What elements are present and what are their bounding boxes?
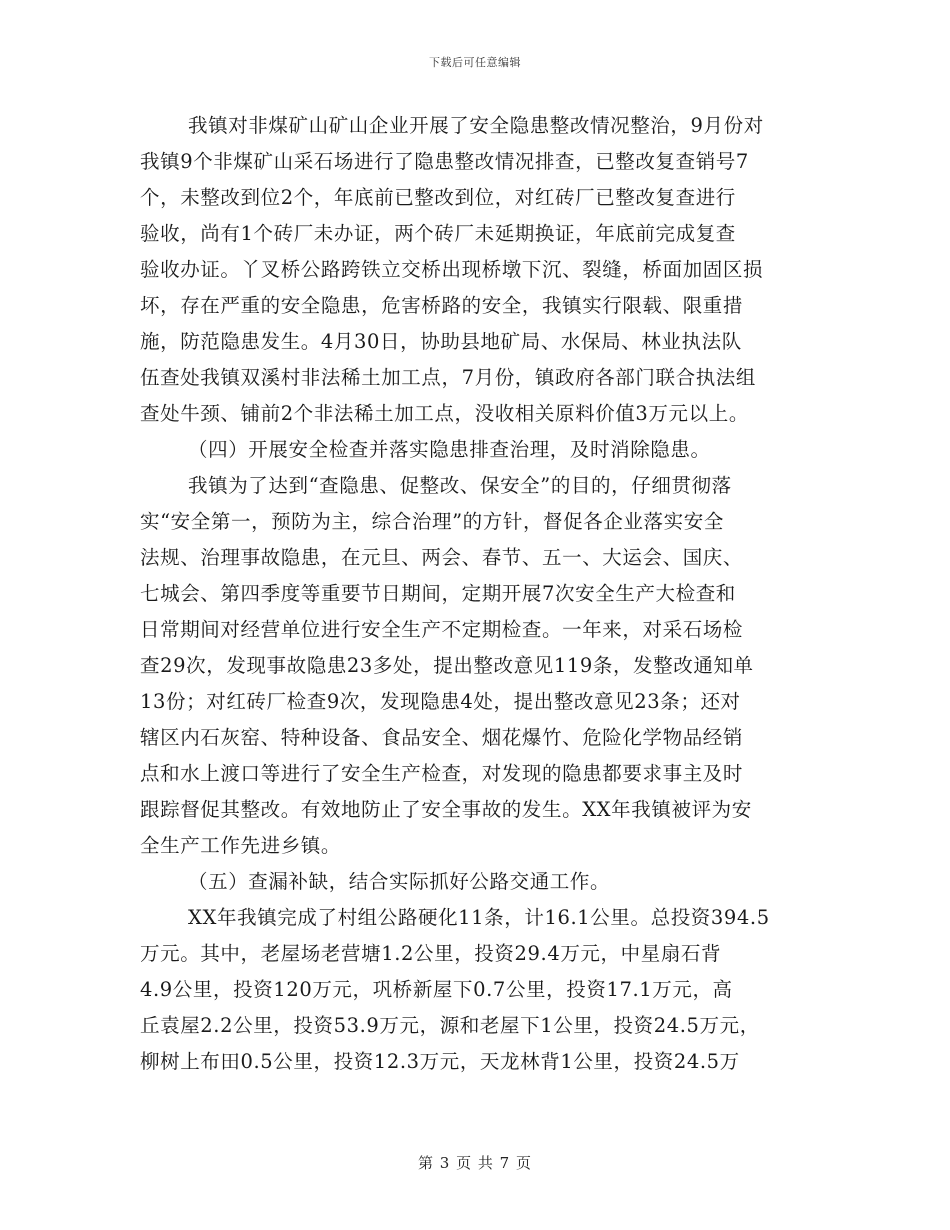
paragraph-line: 日常期间对经营单位进行安全生产不定期检查。一年来，对采石场检 (140, 618, 744, 641)
paragraph-line: 全生产工作先进乡镇。 (140, 834, 342, 857)
page-footer: 第 3 页 共 7 页 (418, 1154, 532, 1172)
paragraph-line: 查处牛颈、铺前2个非法稀土加工点，没收相关原料价值3万元以上。 (140, 402, 749, 425)
paragraph-line: 4.9公里，投资120万元，巩桥新屋下0.7公里，投资17.1万元，高 (140, 978, 733, 1001)
paragraph-line: 我镇对非煤矿山矿山企业开展了安全隐患整改情况整治，9月份对 (188, 114, 764, 137)
paragraph-line: 13份；对红砖厂检查9次，发现隐患4处，提出整改意见23条；还对 (140, 690, 741, 713)
section-heading: （五）查漏补缺，结合实际抓好公路交通工作。 (188, 870, 611, 893)
paragraph-line: 施，防范隐患发生。4月30日，协助县地矿局、水保局、林业执法队 (140, 330, 742, 353)
paragraph-line: 我镇9个非煤矿山采石场进行了隐患整改情况排查，已整改复查销号7 (140, 150, 749, 173)
paragraph-line: 伍查处我镇双溪村非法稀土加工点，7月份，镇政府各部门联合执法组 (140, 366, 757, 389)
paragraph-line: 查29次，发现事故隐患23多处，提出整改意见119条，发整改通知单 (140, 654, 754, 677)
section-heading: （四）开展安全检查并落实隐患排查治理，及时消除隐患。 (188, 438, 711, 461)
paragraph-line: 验收办证。丫叉桥公路跨铁立交桥出现桥墩下沉、裂缝，桥面加固区损 (140, 258, 764, 281)
paragraph-line: 个，未整改到位2个，年底前已整改到位，对红砖厂已整改复查进行 (140, 186, 736, 209)
paragraph-line: 万元。其中，老屋场老营塘1.2公里，投资29.4万元，中星扇石背 (140, 942, 722, 965)
paragraph-line: 坏，存在严重的安全隐患，危害桥路的安全，我镇实行限载、限重措 (140, 294, 744, 317)
paragraph-line: 七城会、第四季度等重要节日期间，定期开展7次安全生产大检查和 (140, 582, 736, 605)
paragraph-line: 我镇为了达到“查隐患、促整改、保安全”的目的，仔细贯彻落 (188, 474, 732, 497)
paragraph-line: XX年我镇完成了村组公路硬化11条，计16.1公里。总投资394.5 (188, 906, 770, 929)
paragraph-line: 跟踪督促其整改。有效地防止了安全事故的发生。XX年我镇被评为安 (140, 798, 752, 821)
paragraph-line: 柳树上布田0.5公里，投资12.3万元，天龙林背1公里，投资24.5万 (140, 1050, 740, 1073)
paragraph-line: 点和水上渡口等进行了安全生产检查，对发现的隐患都要求事主及时 (140, 762, 744, 785)
paragraph-line: 丘袁屋2.2公里，投资53.9万元，源和老屋下1公里，投资24.5万元， (140, 1014, 760, 1037)
page-header: 下载后可任意编辑 (429, 56, 521, 69)
body-text (140, 108, 820, 1080)
paragraph-line: 法规、治理事故隐患，在元旦、两会、春节、五一、大运会、国庆、 (140, 546, 744, 569)
paragraph-line: 实“安全第一，预防为主，综合治理”的方针，督促各企业落实安全 (140, 510, 724, 533)
paragraph-line: 验收，尚有1个砖厂未办证，两个砖厂未延期换证，年底前完成复查 (140, 222, 736, 245)
paragraph-line: 辖区内石灰窑、特种设备、食品安全、烟花爆竹、危险化学物品经销 (140, 726, 744, 749)
